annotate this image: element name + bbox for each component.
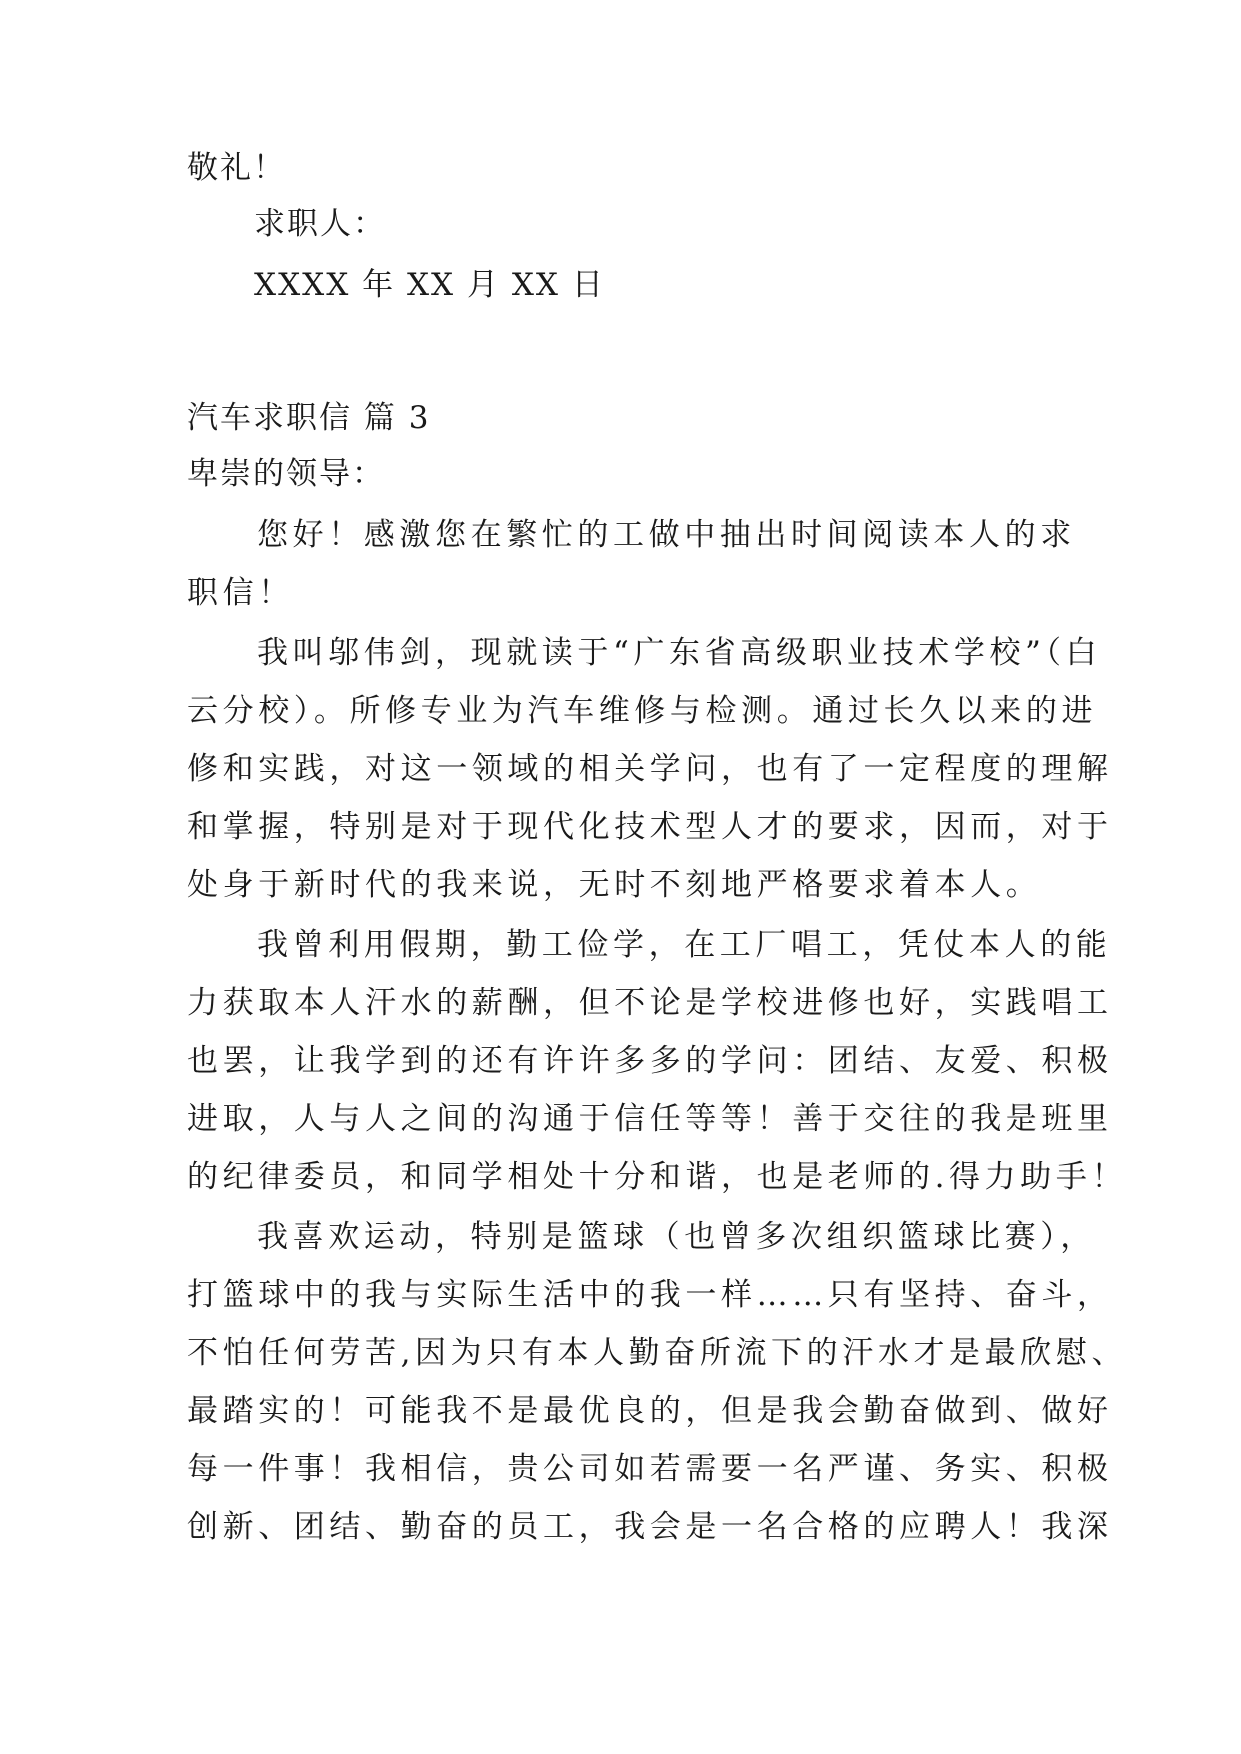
paragraph-line: 打篮球中的我与实际生活中的我一样……只有坚持、奋斗， [187, 1277, 1113, 1313]
paragraph-line: 力获取本人汗水的薪酬，但不论是学校进修也好，实践唱工 [187, 985, 1113, 1021]
paragraph-line: 每一件事！我相信，贵公司如若需要一名严谨、务实、积极 [187, 1451, 1113, 1487]
paragraph-line: 不怕任何劳苦,因为只有本人勤奋所流下的汗水才是最欣慰、 [187, 1335, 1128, 1371]
paragraph-line: 的纪律委员，和同学相处十分和谐，也是老师的.得力助手！ [187, 1159, 1128, 1195]
paragraph-line: 进取，人与人之间的沟通于信任等等！善于交往的我是班里 [187, 1101, 1113, 1137]
section-heading: 汽车求职信 篇 3 [187, 400, 431, 436]
letter-greeting: 卑崇的领导： [187, 456, 385, 492]
paragraph-line: 修和实践，对这一领域的相关学问，也有了一定程度的理解 [187, 751, 1113, 787]
paragraph-line: 职信！ [187, 575, 294, 611]
paragraph-line: 最踏实的！可能我不是最优良的，但是我会勤奋做到、做好 [187, 1393, 1113, 1429]
paragraph-line: 处身于新时代的我来说，无时不刻地严格要求着本人。 [187, 867, 1042, 903]
paragraph-line: 我叫邬伟剑，现就读于“广东省高级职业技术学校”（白 [257, 635, 1102, 671]
paragraph-line: 也罢，让我学到的还有许许多多的学问：团结、友爱、积极 [187, 1043, 1113, 1079]
paragraph-line: 我曾利用假期，勤工俭学，在工厂唱工，凭仗本人的能 [257, 927, 1112, 963]
closing-date: XXXX 年 XX 月 XX 日 [254, 267, 605, 303]
paragraph-line: 我喜欢运动，特别是篮球（也曾多次组织篮球比赛）， [257, 1219, 1096, 1255]
paragraph-line: 和掌握，特别是对于现代化技术型人才的要求，因而，对于 [187, 809, 1113, 845]
paragraph-line: 创新、团结、勤奋的员工，我会是一名合格的应聘人！我深 [187, 1509, 1113, 1545]
signature-label: 求职人： [254, 206, 386, 242]
paragraph-line: 云分校）。所修专业为汽车维修与检测。通过长久以来的进 [187, 693, 1098, 729]
paragraph-line: 您好！感激您在繁忙的工做中抽出时间阅读本人的求 [257, 517, 1076, 553]
closing-salute: 敬礼！ [187, 150, 286, 186]
